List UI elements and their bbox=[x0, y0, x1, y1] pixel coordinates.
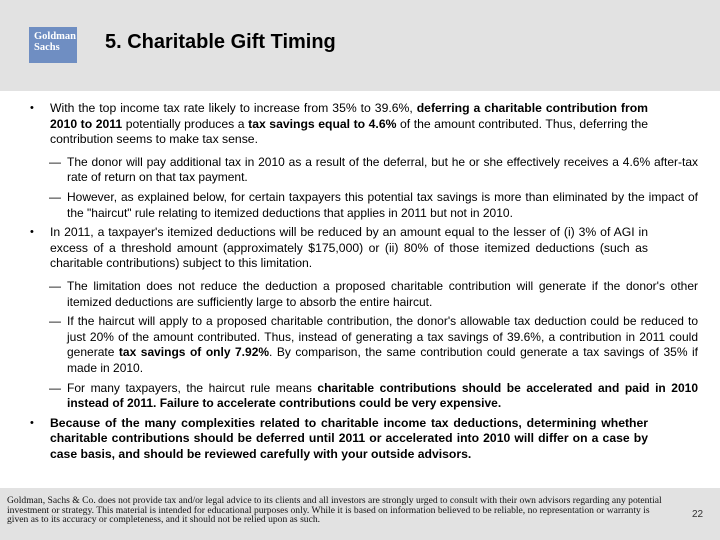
sub-bullet-dash: — bbox=[49, 189, 61, 204]
slide-body bbox=[0, 101, 720, 469]
bullet-point bbox=[0, 416, 648, 463]
slide-header bbox=[0, 0, 720, 91]
sub-bullet-text-segment: . By comparison, the same contribution could generate a tax savings of 35% if made in 2010. bbox=[67, 345, 699, 375]
bullet-text-segment: of the amount contributed. Thus, deferring the contribution seems to make tax sense. bbox=[50, 116, 649, 147]
bullet-marker: • bbox=[30, 102, 34, 114]
logo-line-2: Sachs bbox=[34, 42, 60, 53]
slide-title: 5. Charitable Gift Timing bbox=[105, 31, 336, 53]
sub-bullet-point bbox=[0, 155, 698, 186]
slide-footer bbox=[0, 488, 720, 540]
sub-bullet-text-segment: If the haircut will apply to a proposed charitable contribution, the donor's allowable tax deduction could be reduced to just 20% of the amount contributed. Thus, instead of generating a tax savings of 39.6%, a contribution in 2011 could generate bbox=[67, 314, 698, 360]
bullet-text-segment-bold: Because of the many complexities related to charitable income tax deductions, determining whether charitable contributions should be deferred until 2011 or accelerated into 2010 will differ on a case by case basis, and should be reviewed carefully with your outside advisors. bbox=[50, 415, 648, 461]
bullet-text-segment-bold: tax savings equal to 4.6% bbox=[248, 116, 397, 131]
bullet-text-segment-bold: deferring a charitable contribution from 2010 to 2011 bbox=[50, 101, 648, 131]
sub-bullet-dash: — bbox=[49, 154, 61, 169]
sub-bullet-text-segment: The limitation does not reduce the deduction a proposed charitable contribution will generate if the donor's other itemized deductions are sufficiently large to absorb the entire haircut. bbox=[67, 278, 698, 309]
sub-bullet-dash: — bbox=[49, 380, 61, 395]
sub-bullet-text-segment: For many taxpayers, the haircut rule means bbox=[67, 380, 318, 395]
sub-bullet-text-segment: However, as explained below, for certain taxpayers this potential tax savings is more than eliminated by the impact of the "haircut" rule relating to itemized deductions that applies in 2011 but not in 2010. bbox=[67, 189, 698, 220]
bullet-text-segment: In 2011, a taxpayer's itemized deductions will be reduced by an amount equal to the lesser of (i) 3% of AGI in excess of a threshold amount (approximately $175,000) or (ii) 80% of those itemized deductions (such as charitable contributions) subject to this limitation. bbox=[50, 225, 648, 271]
sub-bullet-point bbox=[0, 190, 698, 221]
bullet-text-segment: potentially produces a bbox=[122, 116, 249, 131]
sub-bullet-dash: — bbox=[49, 278, 61, 293]
sub-bullet-point bbox=[0, 314, 698, 376]
bullet-marker: • bbox=[30, 226, 34, 239]
bullet-point bbox=[0, 225, 648, 272]
sub-bullet-text-segment-bold: tax savings of only 7.92% bbox=[118, 345, 270, 360]
sub-bullet-text-segment: The donor will pay additional tax in 2010 as a result of the deferral, but he or she effectively receives a 4.6% after-tax rate of return on that tax payment. bbox=[67, 154, 698, 185]
sub-bullet-point bbox=[0, 381, 698, 412]
sub-bullet-dash: — bbox=[49, 314, 61, 329]
sub-bullet-text-segment-bold: charitable contributions should be accelerated and paid in 2010 instead of 2011. Failure to accelerate contributions could be very expensive. bbox=[67, 380, 698, 411]
bullet-text-segment: With the top income tax rate likely to increase from 35% to 39.6%, bbox=[50, 101, 417, 115]
page-number: 22 bbox=[692, 509, 704, 520]
goldman-sachs-logo bbox=[29, 27, 77, 63]
bullet-point bbox=[0, 101, 648, 148]
bullet-marker: • bbox=[30, 416, 34, 429]
legal-disclaimer: Goldman, Sachs & Co. does not provide tax and/or legal advice to its clients and all investors are strongly urged to consult with their own advisors regarding any potential investment or strategy. This material is intended for educational purposes only. While it is based on information believed to be reliable, no representation or warranty is given as to its accuracy or completeness, and it should not be relied upon as such. bbox=[7, 495, 662, 526]
sub-bullet-point bbox=[0, 279, 698, 310]
logo-line-1: Goldman bbox=[34, 31, 77, 42]
